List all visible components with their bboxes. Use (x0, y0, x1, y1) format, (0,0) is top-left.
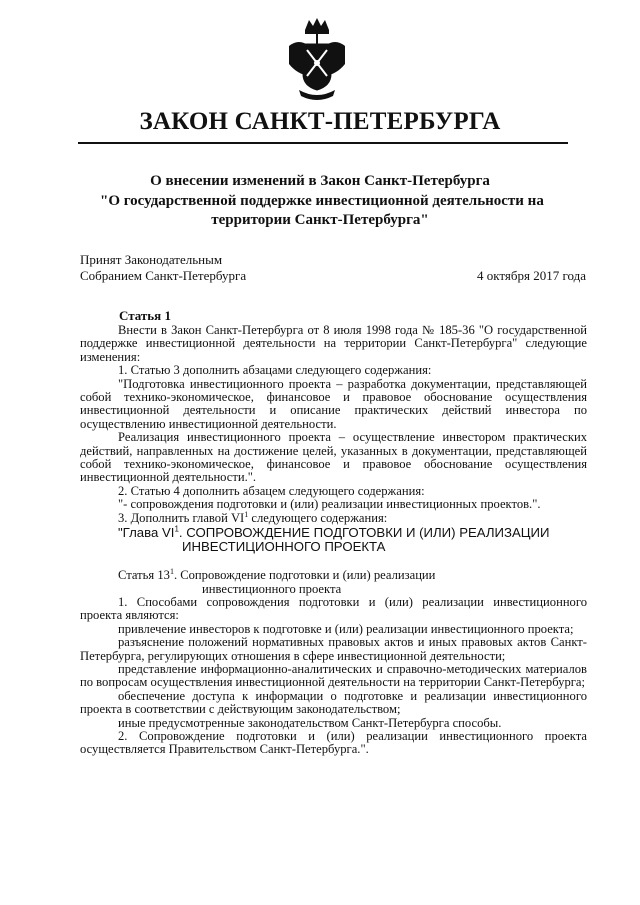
adoption-block (80, 252, 246, 284)
subtitle-line: О внесении изменений в Закон Санкт-Петербурга (150, 173, 490, 189)
law-title: ЗАКОН САНКТ-ПЕТЕРБУРГА (139, 108, 501, 135)
adoption-line: Принят Законодательным (80, 252, 223, 267)
article-13-1-heading: Статья $13^1$. Сопровождение подготовки и (или) реализации инвестиционного проекта (118, 566, 436, 596)
subclause-item: обеспечение доступа к информации о подготовке и реализации инвестиционного проекта в соответствии с действующим законодательством; (80, 688, 587, 717)
title-divider (78, 142, 568, 144)
coat-of-arms-spb-icon (285, 16, 349, 104)
article-body (80, 324, 587, 757)
subclause-item: разъяснение положений нормативных правовых актов и иных правовых актов Санкт-Петербурга, регулирующих отношения в сфере инвестиционной деятельности; (80, 635, 587, 663)
law-subtitle (100, 172, 544, 231)
subclause-2: 2. Сопровождение подготовки и (или) реализации инвестиционного проекта осуществляется Правительством Санкт-Петербурга.". (80, 728, 587, 757)
adoption-date: 4 октября 2017 года (477, 268, 586, 283)
subclause-item: привлечение инвесторов к подготовке и (или) реализации инвестиционного проекта; (118, 621, 574, 636)
adoption-line: Собранием Санкт-Петербурга (80, 268, 247, 283)
item-1-paragraph: Реализация инвестиционного проекта – осуществление инвестором практических действий, направленных на достижение целей, указанных в документации, представляющей собой технико-экономическое, финансовое и правовое обоснование осуществления инвестиционной деятельности.". (80, 430, 587, 485)
item-1-paragraph: "Подготовка инвестиционного проекта – разработка документации, представляющей собой технико-экономическое, финансовое и правовое обоснование осуществления инвестиционной деятельности и описание практических действий инвестора по осуществлению инвестиционной деятельности. (80, 376, 587, 431)
subtitle-line: "О государственной поддержке инвестиционной деятельности на (100, 192, 544, 209)
item-2: 2. Статью 4 дополнить абзацем следующего содержания: (118, 483, 425, 498)
subtitle-line: территории Санкт-Петербурга" (211, 212, 429, 228)
item-2-paragraph: "- сопровождения подготовки и (или) реализации инвестиционных проектов.". (118, 497, 541, 512)
subclause-1: 1. Способами сопровождения подготовки и (или) реализации инвестиционного проекта являются: (80, 594, 587, 623)
item-3: 3. Дополнить главой $VI^1$ следующего содержания: (118, 509, 388, 525)
item-1: 1. Статью 3 дополнить абзацами следующего содержания: (118, 363, 432, 378)
subclause-item: представление информационно-аналитических и справочно-методических материалов по вопросам осуществления инвестиционной деятельности на территории Санкт-Петербурга; (80, 661, 587, 690)
article-heading: Статья 1 (119, 308, 171, 323)
subclause-item: иные предусмотренные законодательством Санкт-Петербурга способы. (118, 715, 502, 730)
chapter-heading: "Глава $VI^1$. СОПРОВОЖДЕНИЕ ПОДГОТОВКИ И (ИЛИ) РЕАЛИЗАЦИИ ИНВЕСТИЦИОННОГО ПРОЕКТА (118, 524, 550, 555)
article-intro: Внести в Закон Санкт-Петербурга от 8 июля 1998 года № 185-36 "О государственной поддержке инвестиционной деятельности на территории Санкт-Петербурга" следующие изменения: (80, 323, 587, 364)
